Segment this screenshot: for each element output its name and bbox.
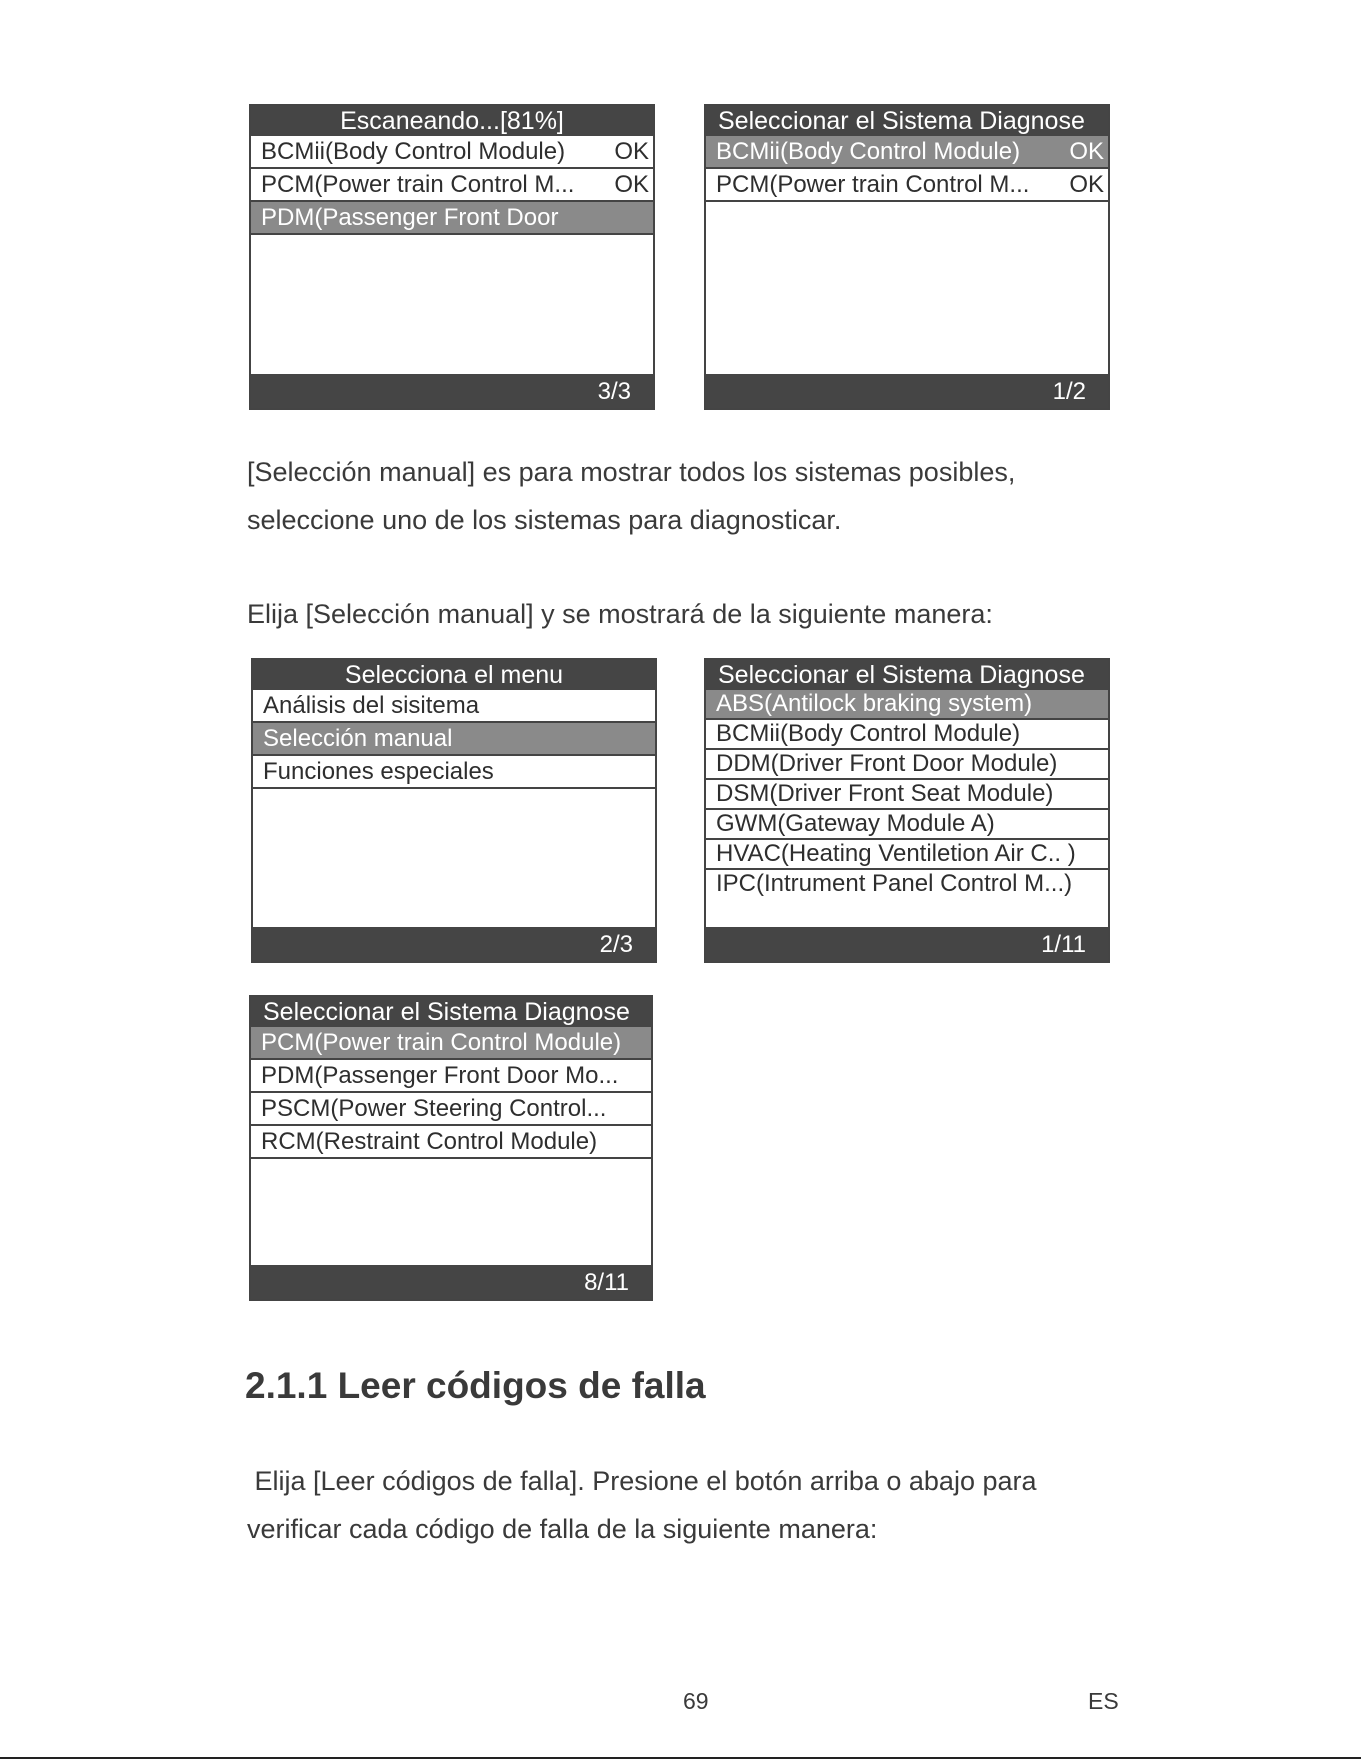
menu-item-manual-selection[interactable] — [253, 723, 655, 756]
status-ok: OK — [614, 171, 649, 198]
list-item-label: PCM(Power train Control M... — [716, 171, 1030, 198]
list-item-label: HVAC(Heating Ventiletion Air C.. ) — [716, 840, 1076, 867]
list-item[interactable] — [706, 810, 1108, 840]
menu-item-label: Análisis del sisitema — [263, 692, 480, 719]
list-item-label: PDM(Passenger Front Door Mo... — [261, 1062, 619, 1089]
select-system-title: Seleccionar el Sistema Diagnose — [706, 660, 1108, 690]
page-indicator: 8/11 — [251, 1265, 651, 1299]
list-item-label: BCMii(Body Control Module) — [716, 720, 1021, 747]
menu-screen-title: Selecciona el menu — [253, 660, 655, 690]
list-item-label: IPC(Intrument Panel Control M...) — [716, 870, 1073, 897]
select-system-title: Seleccionar el Sistema Diagnose — [706, 106, 1108, 136]
paragraph-line: [Selección manual] es para mostrar todos los sistemas posibles, — [247, 457, 1016, 487]
select-system-screen — [704, 104, 1110, 410]
list-item[interactable] — [706, 870, 1108, 900]
list-item[interactable] — [251, 136, 653, 169]
list-item-label: BCMii(Body Control Module) — [261, 138, 566, 165]
list-item[interactable] — [706, 720, 1108, 750]
list-item[interactable] — [251, 1126, 651, 1159]
list-item-label: PDM(Passenger Front Door — [261, 204, 559, 231]
list-item-label: DDM(Driver Front Door Module) — [716, 750, 1058, 777]
select-system-title: Seleccionar el Sistema Diagnose — [251, 997, 651, 1027]
list-item[interactable] — [706, 750, 1108, 780]
paragraph-line: seleccione uno de los sistemas para diagnosticar. — [247, 505, 842, 535]
menu-item-label: Selección manual — [263, 725, 453, 752]
list-item-label: DSM(Driver Front Seat Module) — [716, 780, 1054, 807]
page-indicator: 1/11 — [706, 927, 1108, 961]
list-item-label: PSCM(Power Steering Control... — [261, 1095, 607, 1122]
section-heading: 2.1.1 Leer códigos de falla — [245, 1365, 706, 1406]
page-bottom-rule — [0, 1757, 1361, 1759]
list-item[interactable] — [706, 840, 1108, 870]
select-system-screen — [249, 995, 653, 1301]
menu-item-special-functions[interactable] — [253, 756, 655, 789]
select-system-screen — [704, 658, 1110, 963]
status-ok: OK — [1069, 171, 1104, 198]
scan-screen-title: Escaneando...[81%] — [251, 106, 653, 136]
menu-item-analysis[interactable] — [253, 690, 655, 723]
paragraph-line: Elija [Leer códigos de falla]. Presione el botón arriba o abajo para — [247, 1466, 1037, 1496]
page-number: 69 — [683, 1688, 709, 1714]
page-indicator: 1/2 — [706, 374, 1108, 408]
menu-item-label: Funciones especiales — [263, 758, 494, 785]
list-item-label: ABS(Antilock braking system) — [716, 690, 1033, 717]
language-code: ES — [1088, 1688, 1119, 1714]
list-item-label: RCM(Restraint Control Module) — [261, 1128, 598, 1155]
list-item[interactable] — [251, 1093, 651, 1126]
list-item-label: PCM(Power train Control Module) — [261, 1029, 622, 1056]
list-item-label: BCMii(Body Control Module) — [716, 138, 1021, 165]
list-item-label: PCM(Power train Control M... — [261, 171, 575, 198]
status-ok: OK — [1069, 138, 1104, 165]
page-indicator: 3/3 — [251, 374, 653, 408]
paragraph-line: Elija [Selección manual] y se mostrará de la siguiente manera: — [247, 599, 993, 629]
list-item[interactable] — [706, 780, 1108, 810]
list-item-selected[interactable] — [706, 690, 1108, 720]
status-ok: OK — [614, 138, 649, 165]
list-item-selected[interactable] — [706, 136, 1108, 169]
scan-screen — [249, 104, 655, 410]
list-item[interactable] — [706, 169, 1108, 202]
paragraph-line: verificar cada código de falla de la siguiente manera: — [247, 1514, 878, 1544]
menu-screen — [251, 658, 657, 963]
list-item-selected[interactable] — [251, 202, 653, 235]
list-item-label: GWM(Gateway Module A) — [716, 810, 995, 837]
list-item[interactable] — [251, 1060, 651, 1093]
page-indicator: 2/3 — [253, 927, 655, 961]
list-item[interactable] — [251, 169, 653, 202]
list-item-selected[interactable] — [251, 1027, 651, 1060]
